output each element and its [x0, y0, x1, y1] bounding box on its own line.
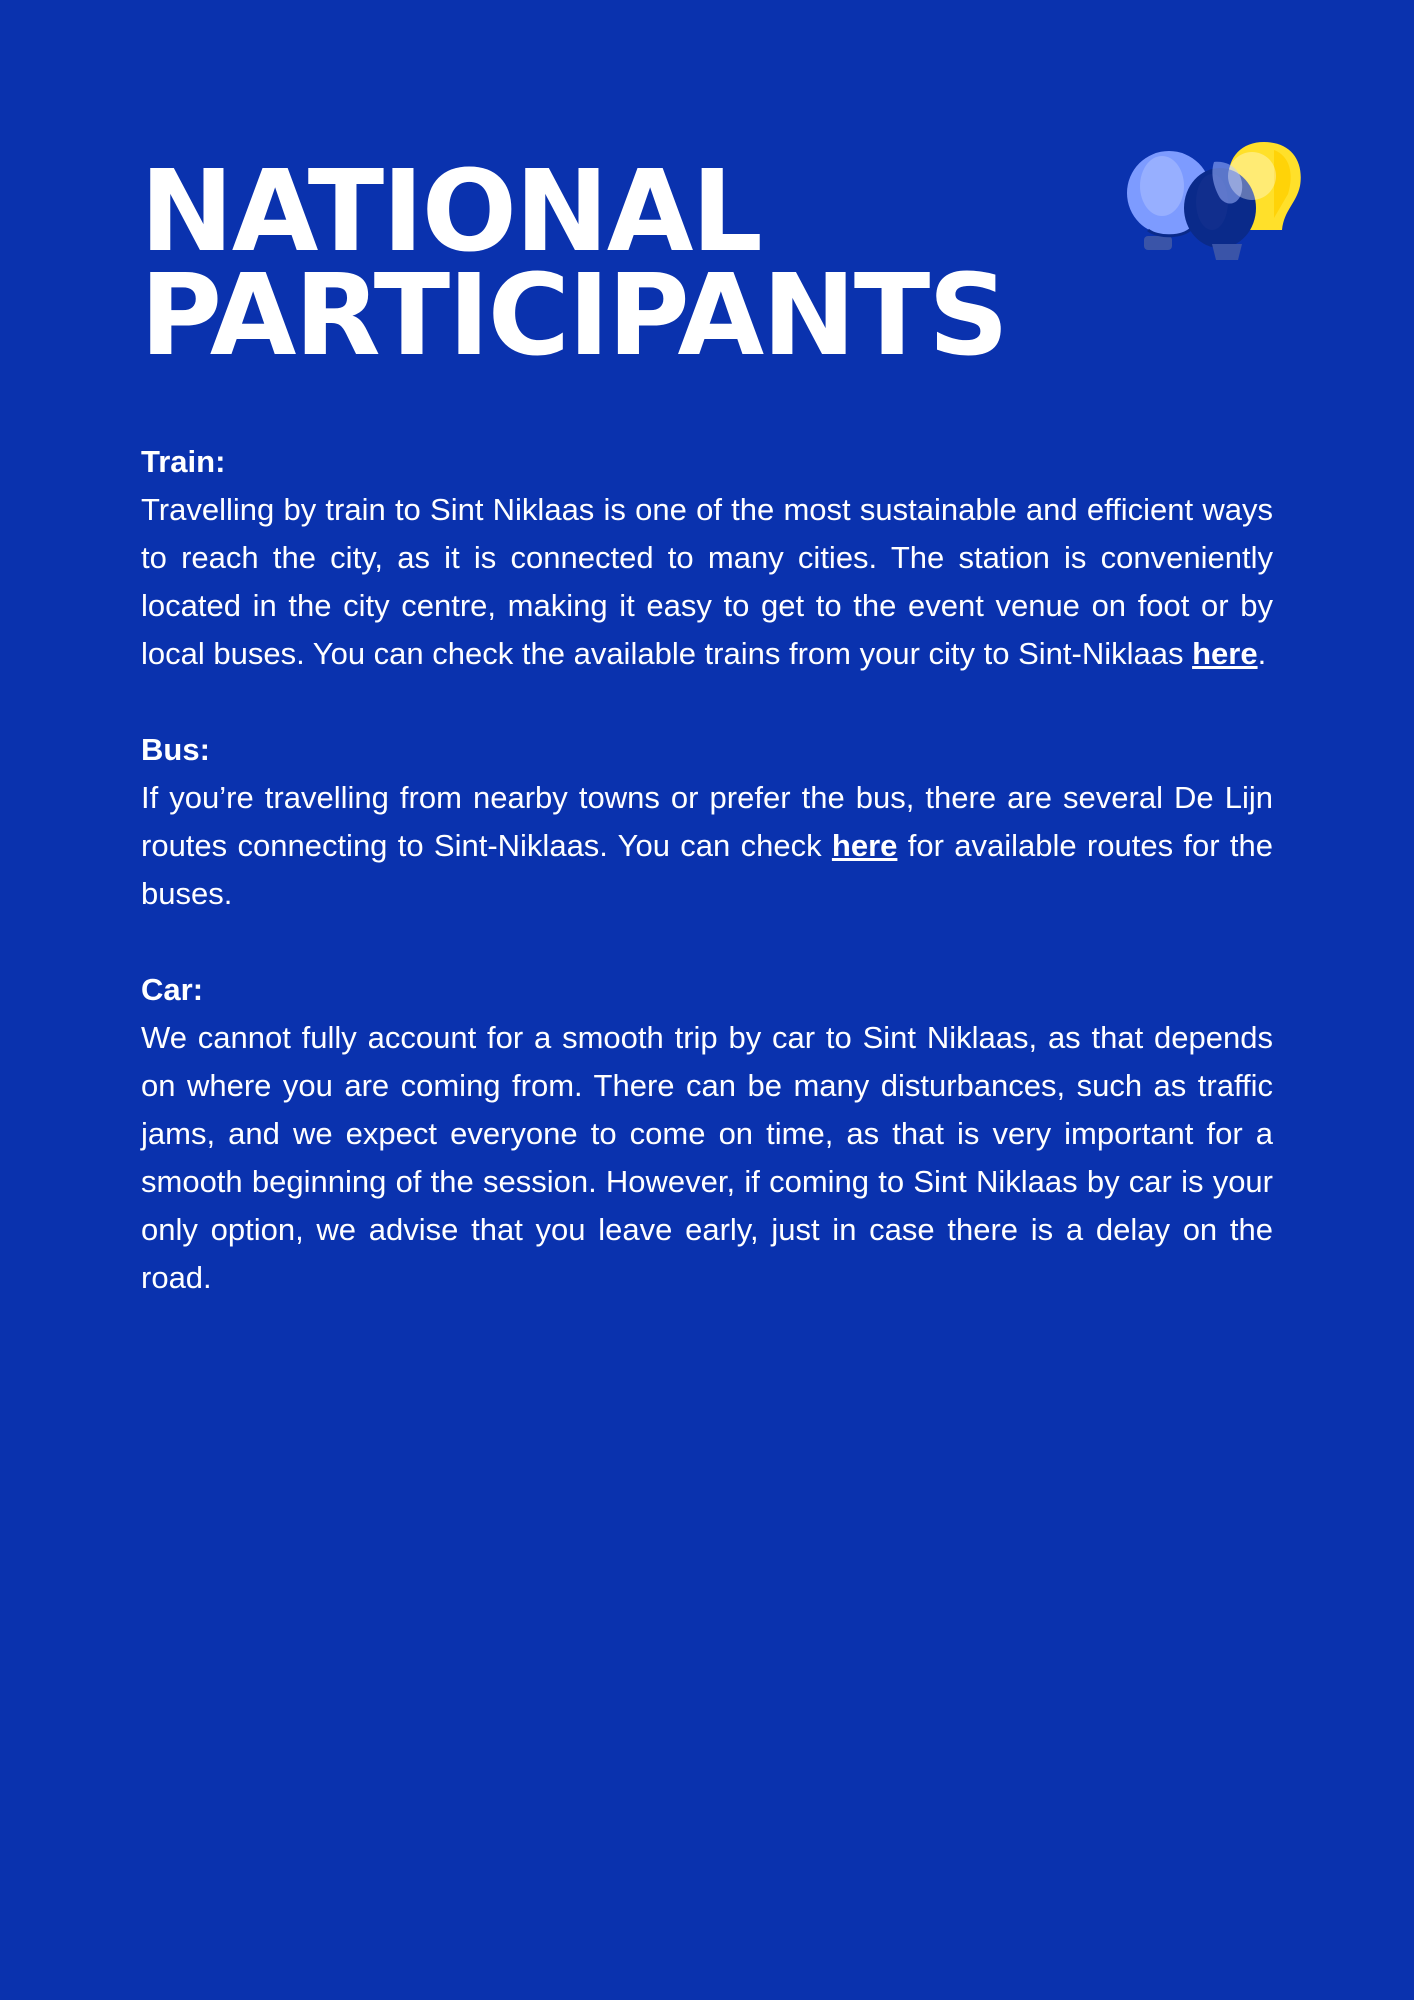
title-line-1: NATIONAL — [140, 147, 761, 277]
section-car — [141, 966, 1273, 1302]
bus-heading: Bus: — [141, 732, 210, 767]
balloons-icon — [1124, 138, 1306, 268]
content — [141, 438, 1273, 1350]
bus-here-link[interactable]: here — [831, 828, 898, 863]
car-heading: Car: — [141, 972, 204, 1007]
car-paragraph: We cannot fully account for a smooth trip by car to Sint Niklaas, as that depends on where you are coming from. There can be many disturbances, such as traffic jams, and we expect everyone to come on time, as that is very important for a smooth beginning of the session. However, if coming to Sint Niklaas by car is your only option, we advise that you leave early, just in case there is a delay on the road. — [141, 1020, 1273, 1295]
bus-text: If you’re travelling from nearby towns or prefer the bus, there are several De Lijn routes connecting to Sint-Niklaas. You can check — [141, 780, 1273, 863]
title-line-2: PARTICIPANTS — [140, 251, 1007, 381]
bus-text-end: for available routes for the buses. — [141, 828, 1273, 911]
section-train — [141, 438, 1273, 678]
train-text: Travelling by train to Sint Niklaas is one of the most sustainable and efficient ways to reach the city, as it is connected to many cities. The station is conveniently located in the city centre, making it easy to get to the event venue on foot or by local buses. You can check the available trains from your city to Sint-Niklaas — [141, 492, 1273, 671]
train-text-end: . — [1257, 636, 1267, 671]
train-heading: Train: — [141, 444, 226, 479]
train-paragraph — [141, 486, 1273, 678]
bus-paragraph — [141, 774, 1273, 918]
page-title — [140, 147, 1007, 381]
section-bus — [141, 726, 1273, 918]
train-here-link[interactable]: here — [1192, 636, 1258, 671]
